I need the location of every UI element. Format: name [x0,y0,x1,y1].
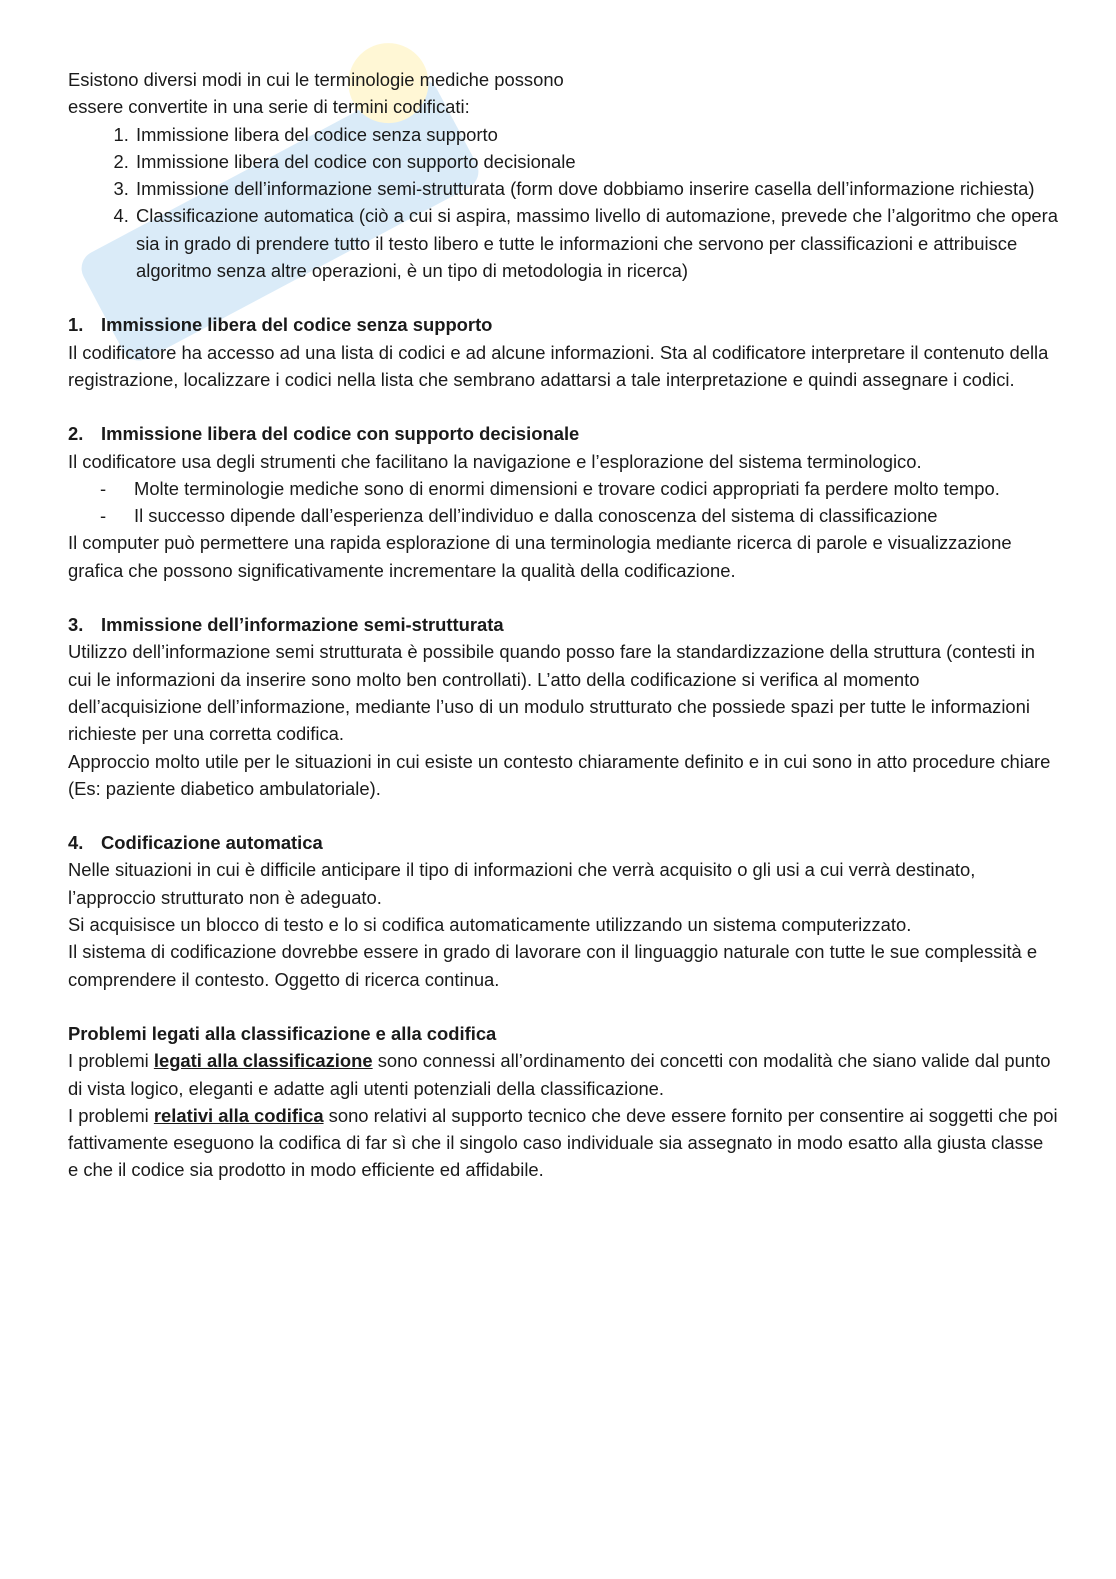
problems-paragraph-1 [68,1047,1058,1102]
section1-number: 1. [68,314,84,336]
section4-title: Codificazione automatica [101,832,323,854]
section2-closing: Il computer può permettere una rapida esplorazione di una terminologia mediante ricerca di parole e visualizzazione grafica che possono significativamente incrementare la qualità della codificazione. [68,532,1012,581]
section2-bullets [68,475,1058,530]
section3-body: Utilizzo dell’informazione semi strutturata è possibile quando posso fare la standardizzazione della struttura (contesti in cui le informazioni da inserire sono molto ben controllati). L’atto della codificazione si verifica al momento dell’acquisizione dell’informazione, mediante l’uso di un modulo strutturato che possiede spazi per tutte le informazioni richieste per una corretta codifica. [68,641,1036,745]
section3-number: 3. [68,614,84,636]
list-item: - Il successo dipende dall’esperienza dell’individuo e dalla conoscenza del sistema di classificazione [134,502,1058,529]
list-item: 4. Classificazione automatica (ciò a cui si aspira, massimo livello di automazione, prevede che l’algoritmo che opera sia in grado di prendere tutto il testo libero e tutte le informazioni che servono per classificazioni e attribuisce algoritmo senza altre operazioni, è un tipo di metodologia in ricerca) [134,202,1058,284]
list-item: - Molte terminologie mediche sono di enormi dimensioni e trovare codici appropriati fa perdere molto tempo. [134,475,1058,502]
section3-title: Immissione dell’informazione semi-strutturata [101,614,504,636]
section1-body: Il codificatore ha accesso ad una lista di codici e ad alcune informazioni. Sta al codificatore interpretare il contenuto della registrazione, localizzare i codici nella lista che sembrano adattarsi a tale interpretazione e quindi assegnare i codici. [68,341,1049,390]
section2-number: 2. [68,423,84,445]
list-item: 1. Immissione libera del codice senza supporto [134,121,1058,148]
problems-p1-pre: I problemi [68,1050,154,1072]
section4-body: Nelle situazioni in cui è difficile anticipare il tipo di informazioni che verrà acquisito o gli usi a cui verrà destinato, l’approccio strutturato non è adeguato. [68,859,976,908]
section4-heading [68,829,1058,856]
intro-list [68,121,1058,285]
section1-heading [68,311,1058,338]
problems-p1-emphasis: legati alla classificazione [153,1050,373,1072]
section3-body2: Approccio molto utile per le situazioni in cui esiste un contesto chiaramente definito e in cui sono in atto procedure chiare (Es: paziente diabetico ambulatoriale). [68,750,1051,799]
problems-paragraph-2 [68,1102,1058,1184]
list-item: 3. Immissione dell’informazione semi-strutturata (form dove dobbiamo inserire casella dell’informazione richiesta) [134,175,1058,202]
problems-p2-post: sono relativi al supporto tecnico che deve essere fornito per consentire ai soggetti che poi fattivamente eseguono la codifica di far sì che il singolo caso individuale sia assegnato in modo esatto alla giusta classe e che il codice sia prodotto in modo efficiente ed affidabile. [68,1104,1058,1181]
section3-heading [68,611,1058,638]
problems-title: Problemi legati alla classificazione e alla codifica [68,1022,497,1044]
section4-body3: Il sistema di codificazione dovrebbe essere in grado di lavorare con il linguaggio naturale con tutte le sue complessità e comprendere il contesto. Oggetto di ricerca continua. [68,941,1038,990]
section2-heading [68,420,1058,447]
problems-p2-pre: I problemi [68,1104,154,1126]
problems-p2-emphasis: relativi alla codifica [153,1104,324,1126]
list-item: 2. Immissione libera del codice con supporto decisionale [134,148,1058,175]
document-page [68,66,1058,1184]
section2-body: Il codificatore usa degli strumenti che facilitano la navigazione e l’esplorazione del sistema terminologico. [68,450,922,472]
section4-body2: Si acquisisce un blocco di testo e lo si codifica automaticamente utilizzando un sistema computerizzato. [68,914,912,936]
problems-p1-post: sono connessi all’ordinamento dei concetti con modalità che siano valide dal punto di vista logico, eleganti e adatte agli utenti potenziali della classificazione. [68,1050,1051,1099]
section4-number: 4. [68,832,84,854]
section1-title: Immissione libera del codice senza supporto [101,314,493,336]
section2-title: Immissione libera del codice con supporto decisionale [101,423,580,445]
intro-paragraph: Esistono diversi modi in cui le terminologie mediche possono essere convertite in una serie di termini codificati: [68,69,564,118]
